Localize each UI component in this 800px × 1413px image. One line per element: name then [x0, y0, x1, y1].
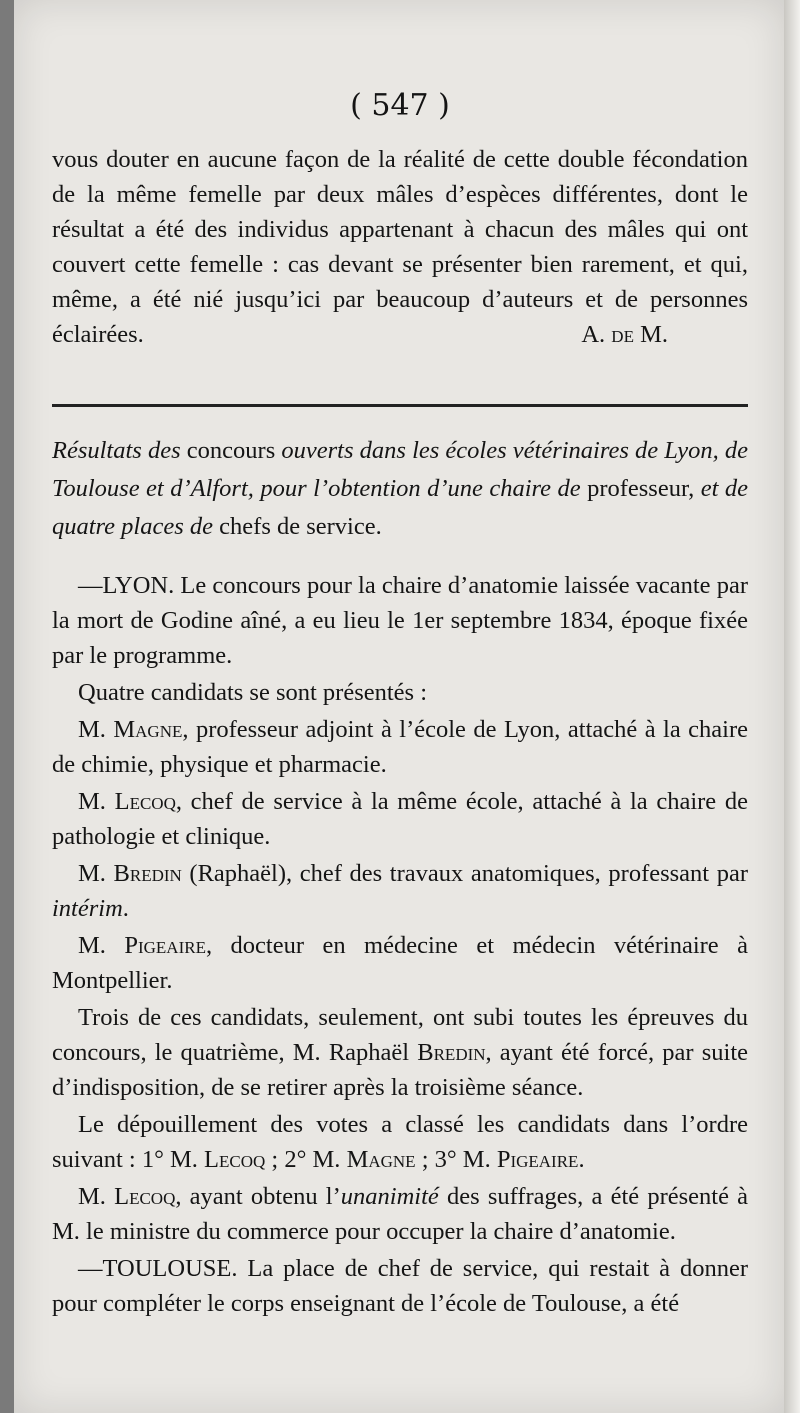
- top-paragraph: [52, 142, 748, 352]
- article-title: [52, 432, 748, 546]
- votes-b: ; 2° M.: [265, 1146, 347, 1173]
- paragraph-lyon: —LYON. Le concours pour la chaire d’anatomie laissée vacante par la mort de Godine aîné, a eu lieu le 1er septembre 1834, époque fixée par le programme.: [52, 572, 748, 669]
- name-bredin: M. Bredin: [78, 860, 182, 887]
- paragraph-bredin: [52, 856, 748, 926]
- page-edge: [784, 0, 800, 1413]
- votes-name-1: Lecoq: [204, 1146, 266, 1173]
- unanimity-b: unanimité: [340, 1183, 439, 1210]
- paragraph-candidates-intro: Quatre candidats se sont présentés :: [78, 679, 428, 706]
- unanimity-name: M. Lecoq: [78, 1183, 176, 1210]
- votes-d: .: [578, 1146, 585, 1173]
- paragraph-lecoq: [52, 784, 748, 854]
- paragraph-toulouse: —TOULOUSE. La place de chef de service, qui restait à donner pour compléter le corps enseignant de l’école de Toulouse, a été: [52, 1255, 748, 1317]
- title-part-3: ouverts dans les écoles vétérinaires de Lyon, de Toulouse et d’Alfort, pour l’obtention d’une chaire de: [52, 437, 748, 502]
- votes-a: Le dépouillement des votes a classé les candidats dans l’ordre suivant : 1° M.: [52, 1111, 748, 1173]
- votes-name-2: Magne: [346, 1146, 416, 1173]
- unanimity-c: des suffrages, a été présenté à M. le ministre du commerce pour occuper la chaire d’anatomie.: [52, 1183, 749, 1245]
- name-pigeaire: M. Pigeaire: [78, 932, 206, 959]
- desc-bredin-a: (Raphaël), chef des travaux anatomiques, professant par: [181, 860, 748, 887]
- title-part-5: et de quatre places de: [52, 475, 749, 540]
- paragraph-three-candidates: [52, 1000, 748, 1105]
- desc-bredin-c: .: [122, 895, 129, 922]
- page-number: ( 547 ): [350, 88, 450, 123]
- paragraph-magne: [52, 712, 748, 782]
- title-part-4: professeur,: [580, 475, 701, 502]
- three-candidates-b: , ayant été forcé, par suite d’indisposition, de se retirer après la troisième séance.: [52, 1039, 748, 1101]
- signature: A. de M.: [581, 321, 668, 348]
- name-magne: M. Magne: [78, 716, 183, 743]
- body-text: [52, 568, 748, 1323]
- votes-name-3: Pigeaire: [496, 1146, 579, 1173]
- paragraph-votes: [52, 1107, 748, 1177]
- unanimity-a: , ayant obtenu l’: [175, 1183, 341, 1210]
- desc-bredin-b: intérim: [52, 895, 123, 922]
- title-part-2: concours: [180, 437, 282, 464]
- title-part-1: Résultats des: [52, 437, 181, 464]
- desc-lecoq: , chef de service à la même école, attaché à la chaire de pathologie et clinique.: [52, 788, 748, 850]
- title-part-6: chefs de service.: [213, 513, 382, 540]
- three-candidates-name: Bredin: [417, 1039, 486, 1066]
- desc-magne: , professeur adjoint à l’école de Lyon, attaché à la chaire de chimie, physique et pharmacie.: [52, 716, 748, 778]
- paragraph-unanimity: [52, 1179, 748, 1249]
- votes-c: ; 3° M.: [415, 1146, 497, 1173]
- top-paragraph-block: [52, 142, 748, 354]
- paragraph-pigeaire: [52, 928, 748, 998]
- three-candidates-a: Trois de ces candidats, seulement, ont subi toutes les épreuves du concours, le quatrième, M. Raphaël: [52, 1004, 748, 1066]
- name-lecoq: M. Lecoq: [78, 788, 176, 815]
- top-paragraph-text: vous douter en aucune façon de la réalité de cette double fécondation de la même femelle par deux mâles d’espèces différentes, dont le résultat a été des individus appartenant à chacun des mâles qui ont couvert cette femelle : cas devant se présenter bien rarement, et qui, même, a été nié jusqu’ici par beaucoup d’auteurs et de personnes éclairées.: [52, 146, 748, 348]
- section-divider: [52, 404, 748, 407]
- desc-pigeaire: , docteur en médecine et médecin vétérinaire à Montpellier.: [52, 932, 748, 994]
